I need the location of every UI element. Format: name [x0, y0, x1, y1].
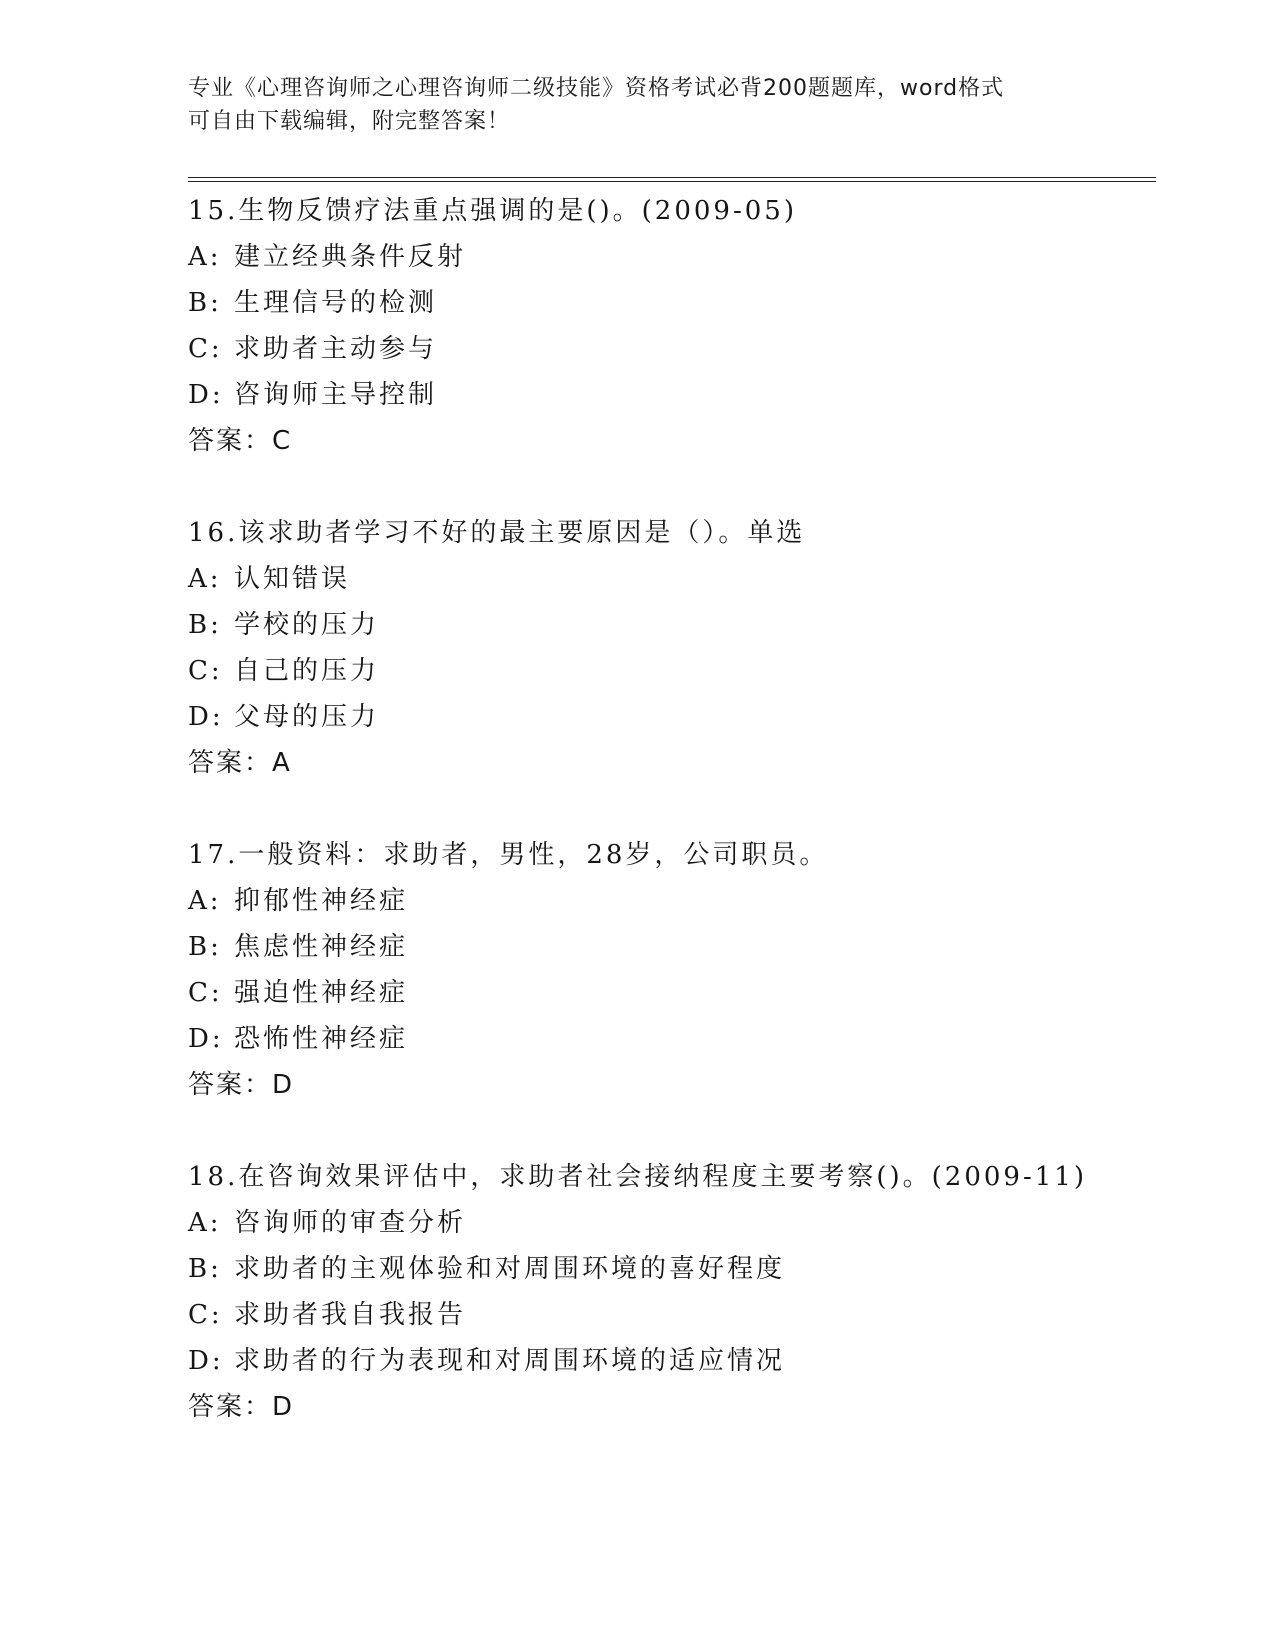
- option-key: B:: [188, 288, 222, 318]
- question-stem: 17.一般资料：求助者，男性，28岁，公司职员。: [188, 840, 829, 870]
- option-text: 认知错误: [234, 564, 351, 594]
- option-b: [188, 602, 1158, 648]
- option-d: [188, 372, 1158, 418]
- question-17: [188, 832, 1158, 1108]
- option-a: [188, 878, 1158, 924]
- option-key: A:: [188, 564, 222, 594]
- question-16: [188, 510, 1158, 786]
- option-key: D:: [188, 1346, 224, 1376]
- option-text: 生理信号的检测: [234, 288, 438, 318]
- option-a: [188, 234, 1158, 280]
- answer-line: 答案：A: [188, 748, 292, 778]
- option-a: [188, 1200, 1158, 1246]
- question-stem: 16.该求助者学习不好的最主要原因是（）。单选: [188, 518, 806, 548]
- question-18: [188, 1154, 1158, 1430]
- header-line-2: 可自由下载编辑，附完整答案！: [188, 109, 511, 134]
- option-text: 咨询师主导控制: [234, 380, 438, 410]
- question-stem: 15.生物反馈疗法重点强调的是()。(2009-05): [188, 196, 797, 226]
- option-key: A:: [188, 886, 222, 916]
- option-key: D:: [188, 1024, 224, 1054]
- option-key: C:: [188, 656, 223, 686]
- option-text: 焦虑性神经症: [234, 932, 409, 962]
- option-d: [188, 1338, 1158, 1384]
- option-text: 求助者我自我报告: [234, 1300, 467, 1330]
- option-b: [188, 280, 1158, 326]
- option-d: [188, 1016, 1158, 1062]
- option-text: 求助者的行为表现和对周围环境的适应情况: [234, 1346, 786, 1376]
- option-d: [188, 694, 1158, 740]
- option-key: B:: [188, 610, 222, 640]
- answer-line: 答案：D: [188, 1392, 295, 1422]
- option-text: 抑郁性神经症: [234, 886, 409, 916]
- header-divider-top: [188, 177, 1156, 178]
- answer-line: 答案：D: [188, 1070, 295, 1100]
- header-divider-bottom: [188, 181, 1156, 182]
- option-text: 咨询师的审查分析: [234, 1208, 467, 1238]
- question-list: [188, 188, 1158, 1476]
- option-text: 学校的压力: [234, 610, 380, 640]
- question-stem: 18.在咨询效果评估中，求助者社会接纳程度主要考察()。(2009-11): [188, 1162, 1087, 1192]
- option-text: 建立经典条件反射: [234, 242, 467, 272]
- option-key: B:: [188, 1254, 222, 1284]
- option-text: 父母的压力: [234, 702, 380, 732]
- answer-line: 答案：C: [188, 426, 293, 456]
- option-a: [188, 556, 1158, 602]
- question-15: [188, 188, 1158, 464]
- option-key: D:: [188, 702, 224, 732]
- option-key: C:: [188, 978, 223, 1008]
- option-c: [188, 326, 1158, 372]
- option-key: C:: [188, 1300, 223, 1330]
- option-c: [188, 970, 1158, 1016]
- option-text: 恐怖性神经症: [234, 1024, 409, 1054]
- option-text: 自己的压力: [234, 656, 380, 686]
- option-text: 求助者的主观体验和对周围环境的喜好程度: [234, 1254, 786, 1284]
- header-line-1: 专业《心理咨询师之心理咨询师二级技能》资格考试必背200题题库，word格式: [188, 76, 1005, 101]
- option-key: A:: [188, 242, 222, 272]
- option-text: 强迫性神经症: [234, 978, 409, 1008]
- option-b: [188, 924, 1158, 970]
- option-c: [188, 648, 1158, 694]
- option-c: [188, 1292, 1158, 1338]
- option-b: [188, 1246, 1158, 1292]
- option-text: 求助者主动参与: [234, 334, 438, 364]
- option-key: C:: [188, 334, 223, 364]
- option-key: B:: [188, 932, 222, 962]
- document-header: [188, 72, 1068, 138]
- option-key: D:: [188, 380, 224, 410]
- option-key: A:: [188, 1208, 222, 1238]
